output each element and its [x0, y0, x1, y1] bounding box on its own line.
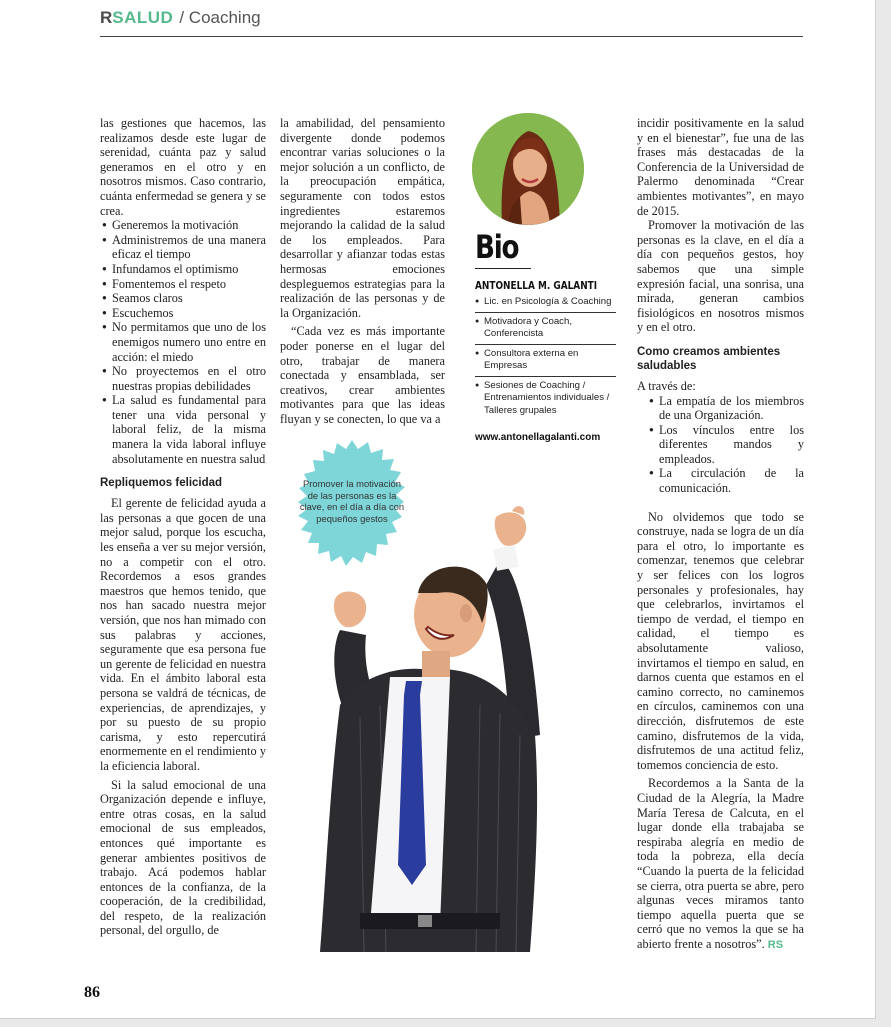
bio-item: ● Lic. en Psicología & Coaching [475, 296, 616, 313]
bio-item: ● Sesiones de Coaching / Entrenamientos individuales / Talleres grupales [475, 380, 616, 421]
section-heading: Repliquemos felicidad [100, 477, 223, 490]
paragraph: la amabilidad, del pensamiento divergente donde podemos encontrar varias soluciones o la mejor solución a un conflicto, de la preocupación empática, seguramente con todos estos ingredientes estaremos mejorando la calidad de la salud de los empleados. Para desarrollar y afianzar todas estas hermosas emociones despleguemos estrategias para la realización de las personas y de la Organización. [280, 116, 445, 320]
paragraph: El gerente de felicidad ayuda a las personas a que gocen de una mejor salud, porque los escucha, les enseña a ver su mejor versión, no a competir con el otro. Recordemos a esos grandes maestros que hemos tenido, que nos han sacado nuestra mejor versión, que nos han mimado con sus palabras y acciones, seguramente que esa persona fue un gerente de felicidad en nuestra vida. En el ámbito laboral esta persona se valdrá de técnicas, de experiencias, de aprendizajes, y por su puesto de su propio carisma, y esto repercutirá enormemente en el rendimiento y la eficiencia laboral. [100, 496, 266, 773]
paragraph: No olvidemos que todo se construye, nada se logra de un día para el otro, lo importante es comenzar, tenemos que celebrar y ser felices con los logros personales y profesionales, hay que celebrarlos, invirtamos el tiempo de verdad, el tiempo en calidad, el tiempo es absolutamente valioso, invirtamos el tiempo en salud, en darnos cuenta que estamos en el camino correcto, no caminemos en círculos, caminemos con una dirección, disfrutemos de este camino, disfrutemos de la vida, disfrutemos de una actitud feliz, tomemos conciencia de esto. [637, 509, 804, 772]
bio-author-name: ANTONELLA M. GALANTI [475, 280, 598, 292]
list-item: ● Escuchemos [100, 306, 266, 321]
bio-title: Bio [475, 228, 519, 266]
list-item: ● Infundamos el optimismo [100, 262, 266, 277]
celebrating-businessman-photo [300, 505, 560, 952]
author-portrait [472, 113, 584, 225]
section-heading: Como creamos ambientes saludables [637, 345, 781, 372]
list-item: ● La empatía de los miembros de una Organización. [647, 394, 804, 423]
lead-text: A través de: [637, 378, 696, 393]
section-label: / Coaching [179, 8, 261, 27]
closing-text: Recordemos a la Santa de la Ciudad de la Alegría, la Madre María Teresa de Calcuta, en el lugar donde ella trabajaba se respiraba alegría en medio de toda la pobreza, ella decía “Cuando la puerta de la felicidad se cierra, otra puerta se abre, pero algunas veces miramos tanto tiempo aquella puerta que se cerró que no vemos la que se ha abierto frente a nosotros”. [637, 776, 804, 951]
list-item: ● Fomentemos el respeto [100, 277, 266, 292]
header-rule [100, 36, 803, 37]
col1-intro: las gestiones que hacemos, las realizamos desde este lugar de serenidad, cuánta paz y salud generamos en el otro y en nosotros mismos. Caso contrario, cuánta enfermedad se genera y se crea. [100, 116, 266, 218]
pullquote-text: Promover la motivación de las personas es la clave, en el día a día con pequeños gestos [299, 478, 405, 524]
bio-divider [475, 268, 531, 269]
bio-item: ● Motivadora y Coach, Conferencista [475, 316, 616, 345]
col1-bullet-list [100, 218, 266, 466]
column-2 [280, 116, 445, 426]
page-number: 86 [84, 984, 100, 1001]
paragraph: Si la salud emocional de una Organización depende e influye, entre otras cosas, en la salud emocional de sus empleados, entonces qué importante es generar ambientes positivos de trabajo. Acá podemos hablar entonces de la confianza, de la cooperación, de la credibilidad, del respeto, de la realización personal, del orgullo, de [100, 777, 266, 938]
list-item: ● La salud es fundamental para tener una vida personal y laboral feliz, de la misma manera la vida laboral influye absolutamente en nuestra salud [100, 393, 266, 466]
bio-list [475, 296, 616, 423]
list-item: ● Generemos la motivación [100, 218, 266, 233]
list-item: ● Los vínculos entre los diferentes mandos y empleados. [647, 423, 804, 467]
list-item: ● Administremos de una manera eficaz el tiempo [100, 233, 266, 262]
brand-salud: SALUD [112, 8, 174, 27]
list-item: ● No proyectemos en el otro nuestras propias debilidades [100, 364, 266, 393]
list-item: ● La circulación de la comunicación. [647, 466, 804, 495]
bio-item: ● Consultora externa en Empresas [475, 348, 616, 377]
column-4 [637, 116, 804, 952]
page-header [100, 8, 261, 28]
paragraph: “Cada vez es más importante poder ponerse en el lugar del otro, trabajar de manera conectada y ensamblada, ser creativos, crear ambientes motivantes para que las ideas fluyan y se conecten, lo que va a [280, 324, 445, 426]
end-mark: RS [767, 938, 784, 951]
col4-bullet-list [637, 394, 804, 496]
list-item: ● Seamos claros [100, 291, 266, 306]
brand-r: R [100, 8, 113, 27]
paragraph: Promover la motivación de las personas es la clave, en el día a día con pequeños gestos, hoy sabemos que una simple expresión facial, una sonrisa, una mirada, generan cambios fisiológicos en nosotros mismos y en el otro. [637, 218, 804, 335]
paragraph: incidir positivamente en la salud y en el bienestar”, fue una de las frases más destacadas de la Conferencia de la Universidad de Palermo denominada “Crear ambientes motivantes”, en mayo de 2015. [637, 116, 804, 218]
list-item: ● No permitamos que uno de los enemigos numero uno entre en acción: el miedo [100, 320, 266, 364]
column-1 [100, 116, 266, 938]
author-website-link[interactable]: www.antonellagalanti.com [475, 432, 601, 443]
paragraph-closing [637, 776, 804, 952]
